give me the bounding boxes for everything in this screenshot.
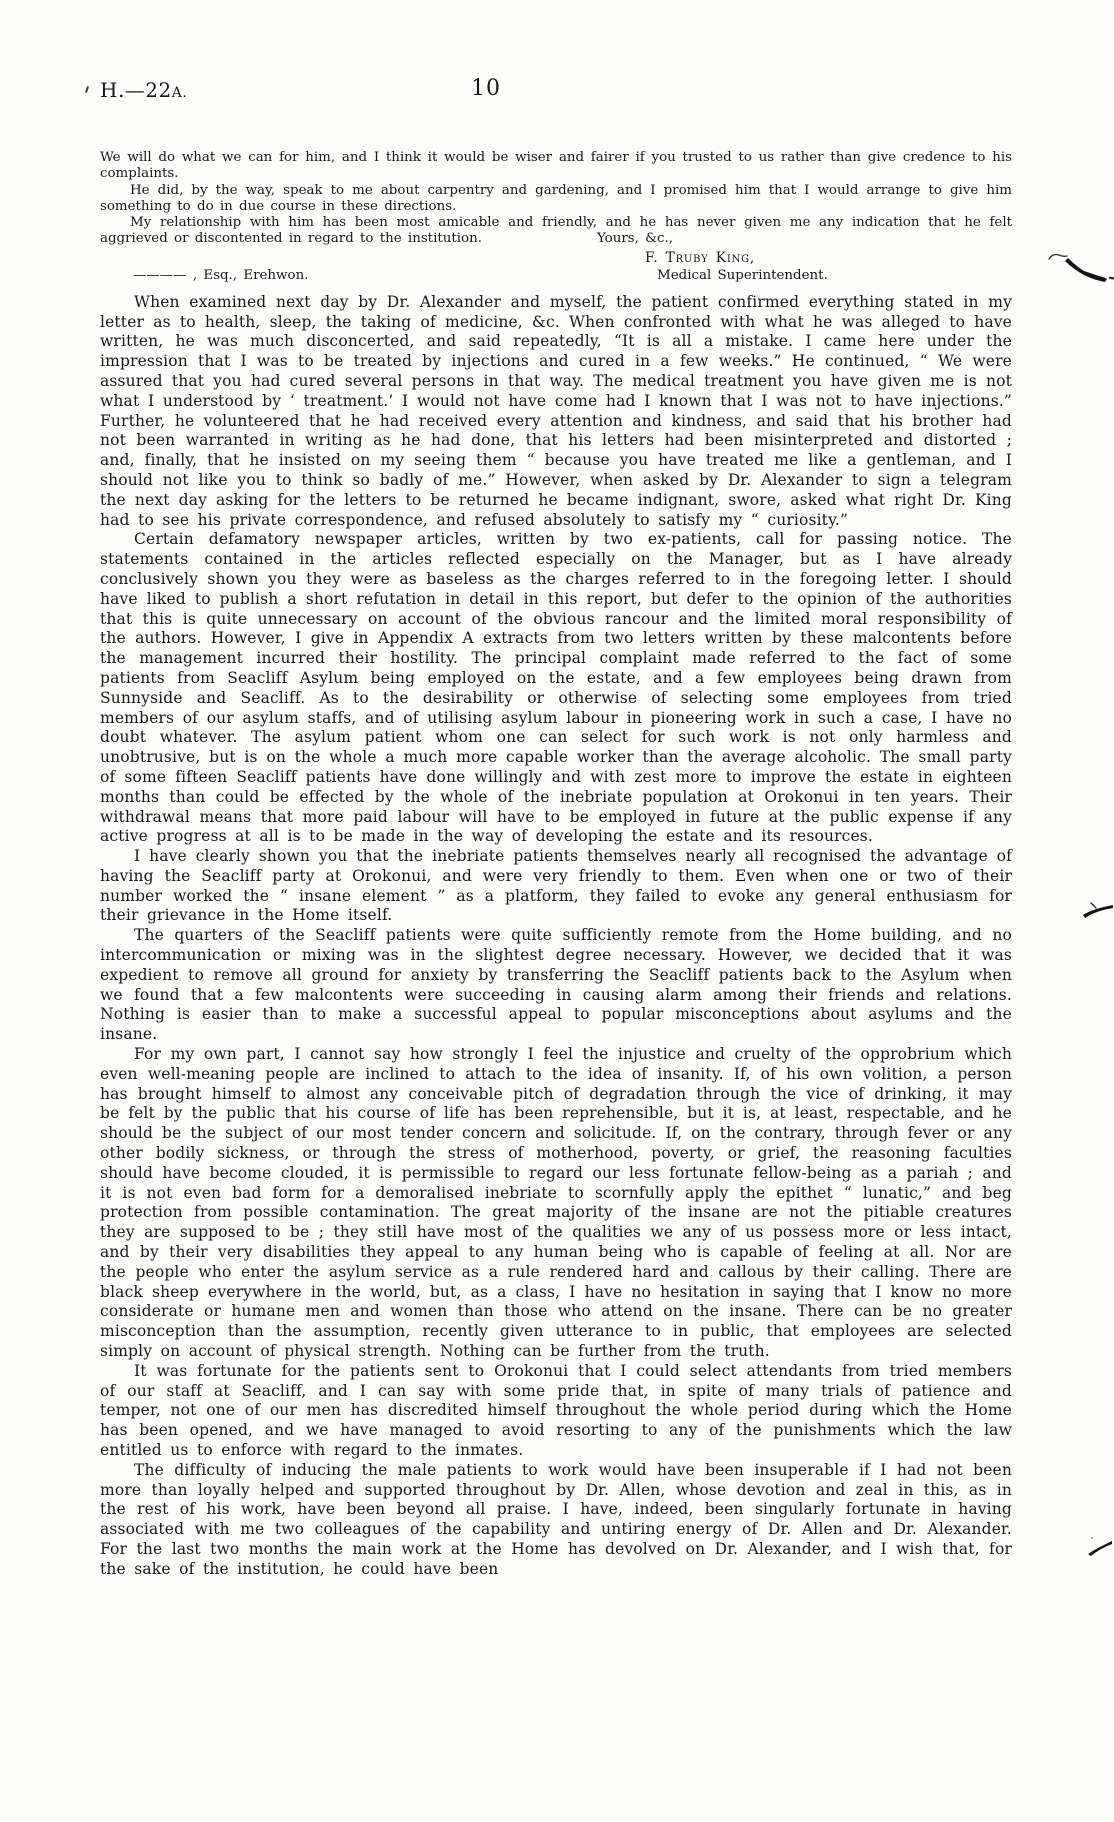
letter-valediction: Yours, &c.,: [596, 231, 674, 247]
document-reference-main: H.—22: [100, 78, 172, 102]
stray-ink-mark: [85, 86, 89, 93]
letter-paragraph: [100, 215, 1012, 248]
page-header: [100, 78, 1012, 106]
body-paragraph: I have clearly shown you that the inebriate patients themselves nearly all recognised the advantage of having the Seacliff party at Orokonui, and were very friendly to them. Even when one or two of their number worked the “ insane element ” as a platform, they failed to evoke any general enthusiasm for their grievance in the Home itself.: [100, 847, 1012, 925]
body-paragraph: The difficulty of inducing the male patients to work would have been insuperable if I had not been more than loyally helped and supported throughout by Dr. Allen, whose devotion and zeal in this, as in the rest of his work, have been beyond all praise. I have, indeed, been singularly fortunate in having associated with me two colleagues of the capability and untiring energy of Dr. Allen and Dr. Alexander. For the last two months the main work at the Home has devolved on Dr. Alexander, and I wish that, for the sake of the institution, he could have been: [100, 1460, 1012, 1578]
body-paragraph: It was fortunate for the patients sent to Orokonui that I could select attendants from tried members of our staff at Seacliff, and I can say with some pride that, in spite of many trials of patience and temper, not one of our men has discredited himself throughout the whole period during which the Home has been opened, and we have managed to avoid resorting to any of the punishments which the law entitled us to enforce with regard to the inmates.: [100, 1361, 1012, 1459]
letter-paragraph: He did, by the way, speak to me about carpentry and gardening, and I promised him that I would arrange to give him something to do in due course in these directions.: [100, 182, 1012, 214]
pen-tick-mark-icon: [1082, 898, 1114, 924]
quoted-letter-excerpt: [100, 150, 1012, 284]
body-paragraph: Certain defamatory newspaper articles, written by two ex-patients, call for passing notice. The statements contained in the articles reflected especially on the Manager, but as I have already conclusively shown you they were as baseless as the charges referred to in the foregoing letter. I should have liked to publish a short refutation in detail in this report, but defer to the opinion of the authorities that this is quite unnecessary on account of the obvious rancour and the limited moral responsibility of the authors. However, I give in Appendix A extracts from two letters written by these malcontents before the management incurred their hostility. The principal complaint made referred to the fact of some patients from Seacliff Asylum being employed on the estate, and a few employees being drawn from Sunnyside and Seacliff. As to the desirability or otherwise of selecting some employees from tried members of our asylum staffs, and of utilising asylum labour in pioneering work in such a case, I have no doubt whatever. The asylum patient whom one can select for such work is not only harmless and unobtrusive, but is on the whole a much more capable worker than the average alcoholic. The small party of some fifteen Seacliff patients have done willingly and with zest more to improve the estate in eighteen months than could be effected by the whole of the inebriate population at Orokonui in ten years. Their withdrawal means that more paid labour will have to be employed in future at the public expense if any active progress at all is to be made in the way of developing the estate and its resources.: [100, 530, 1012, 846]
letter-paragraph-text: My relationship with him has been most amicable and friendly, and he has never given me any indication that he felt aggrieved or discontented in regard to the institution.: [100, 215, 1012, 247]
body-paragraph: The quarters of the Seacliff patients were quite sufficiently remote from the Home building, and no intercommunication or mixing was in the slightest degree necessary. However, we decided that it was expedient to remove all ground for anxiety by transferring the Seacliff patients back to the Asylum when we found that a few malcontents were succeeding in causing alarm among their friends and relations. Nothing is easier than to make a successful appeal to popular misconceptions about asylums and the insane.: [100, 926, 1012, 1044]
pen-tick-mark-icon: [1085, 1533, 1114, 1559]
document-reference-suffix: A.: [171, 85, 188, 101]
text-column: [100, 78, 1012, 1580]
report-body: [100, 293, 1012, 1580]
document-reference: [100, 78, 187, 102]
addressee: ———— , Esq., Erehwon.: [133, 267, 309, 283]
addressee-line: [100, 267, 1012, 284]
signature-name: F. Truby King,: [645, 249, 756, 266]
letter-paragraph: We will do what we can for him, and I think it would be wiser and fairer if you trusted to us rather than give credence to his complaints.: [100, 150, 1012, 182]
signature-title: Medical Superintendent.: [657, 267, 828, 283]
pen-flick-mark-icon: [1046, 246, 1114, 286]
page-number: 10: [471, 76, 501, 101]
body-paragraph: When examined next day by Dr. Alexander and myself, the patient confirmed everything stated in my letter as to health, sleep, the taking of medicine, &c. When confronted with what he was alleged to have written, he was much disconcerted, and said repeatedly, “It is all a mistake. I came here under the impression that I was to be treated by injections and cured in a few weeks.” He continued, “ We were assured that you had cured several persons in that way. The medical treatment you have given me is not what I understood by ‘ treatment.’ I would not have come had I known that I was not to have injections.” Further, he volunteered that he had received every attention and kindness, and said that his brother had not been warranted in writing as he had done, that his letters had been misinterpreted and distorted ; and, finally, that he insisted on my seeing them “ because you have treated me like a gentleman, and I should not like you to think so badly of me.” However, when asked by Dr. Alexander to sign a telegram the next day asking for the letters to be returned he became indignant, swore, asked what right Dr. King had to see his private correspondence, and refused absolutely to satisfy my “ curiosity.”: [100, 292, 1012, 529]
body-paragraph: For my own part, I cannot say how strongly I feel the injustice and cruelty of the opprobrium which even well-meaning people are inclined to attach to the idea of insanity. If, of his own volition, a person has brought himself to almost any conceivable pitch of degradation through the vice of drinking, it may be felt by the public that his course of life has been reprehensible, but it is, at least, respectable, and he should be the subject of our most tender concern and solicitude. If, on the contrary, through fever or any other bodily sickness, or through the stress of motherhood, poverty, or grief, the reasoning faculties should have become clouded, it is permissible to regard our less fortunate fellow-being as a pariah ; and it is not even bad form for a demoralised inebriate to scornfully apply the epithet “ lunatic,” and beg protection from possible contamination. The great majority of the insane are not the pitiable creatures they are supposed to be ; they still have most of the qualities we any of us possess more or less intact, and by their very disabilities they appeal to any human being who is capable of feeling at all. Nor are the people who enter the asylum service as a rule rendered hard and callous by their calling. There are black sheep everywhere in the world, but, as a class, I have no hesitation in saying that I know no more considerate or humane men and women than those who attend on the insane. There can be no greater misconception than the assumption, recently given utterance to in public, that employees are selected simply on account of physical strength. Nothing can be further from the truth.: [100, 1045, 1012, 1361]
signature-line: [100, 250, 1012, 267]
